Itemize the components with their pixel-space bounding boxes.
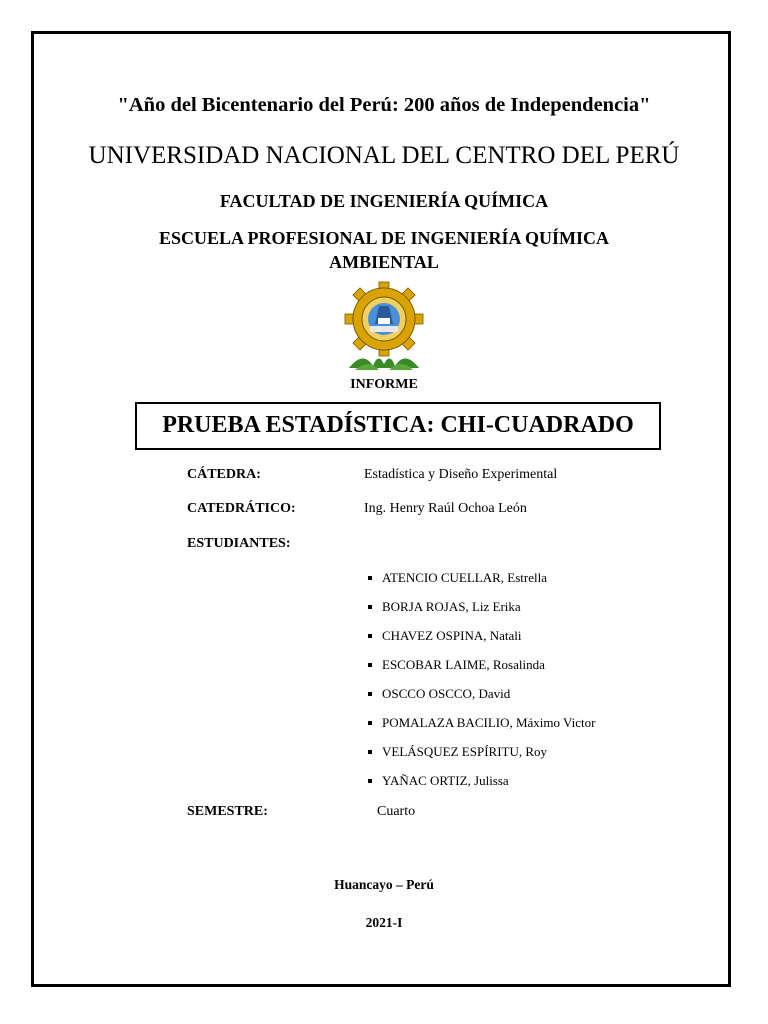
place-text: Huancayo – Perú (334, 877, 434, 892)
university-name: UNIVERSIDAD NACIONAL DEL CENTRO DEL PERÚ (88, 142, 680, 169)
year-motto: "Año del Bicentenario del Perú: 200 años de Independencia" (117, 94, 651, 116)
list-item: OSCCO OSCCO, David (368, 685, 595, 714)
faculty-name: FACULTAD DE INGENIERÍA QUÍMICA (219, 191, 549, 211)
school-name-line2: AMBIENTAL (329, 252, 439, 272)
list-item: BORJA ROJAS, Liz Erika (368, 598, 595, 627)
catedratico-value: Ing. Henry Raúl Ochoa León (364, 501, 527, 516)
university-seal-icon (343, 280, 425, 374)
school-name-line1: ESCUELA PROFESIONAL DE INGENIERÍA QUÍMICA (158, 228, 610, 248)
semestre-value: Cuarto (377, 804, 416, 819)
list-item: POMALAZA BACILIO, Máximo Victor (368, 714, 595, 743)
estudiantes-label: ESTUDIANTES: (187, 536, 291, 551)
report-type-label: INFORME (350, 377, 418, 392)
school-name (0, 226, 768, 274)
catedra-label: CÁTEDRA: (187, 467, 261, 482)
catedra-value: Estadística y Diseño Experimental (364, 467, 558, 482)
period-text: 2021-I (365, 915, 403, 930)
report-title-box (135, 402, 661, 450)
semestre-label: SEMESTRE: (187, 804, 268, 819)
list-item: VELÁSQUEZ ESPÍRITU, Roy (368, 743, 595, 772)
list-item: ATENCIO CUELLAR, Estrella (368, 569, 595, 598)
list-item: CHAVEZ OSPINA, Natali (368, 627, 595, 656)
student-list (368, 569, 595, 801)
list-item: ESCOBAR LAIME, Rosalinda (368, 656, 595, 685)
report-title: PRUEBA ESTADÍSTICA: CHI-CUADRADO (162, 412, 634, 438)
list-item: YAÑAC ORTIZ, Julissa (368, 772, 595, 801)
catedratico-label: CATEDRÁTICO: (187, 501, 296, 516)
